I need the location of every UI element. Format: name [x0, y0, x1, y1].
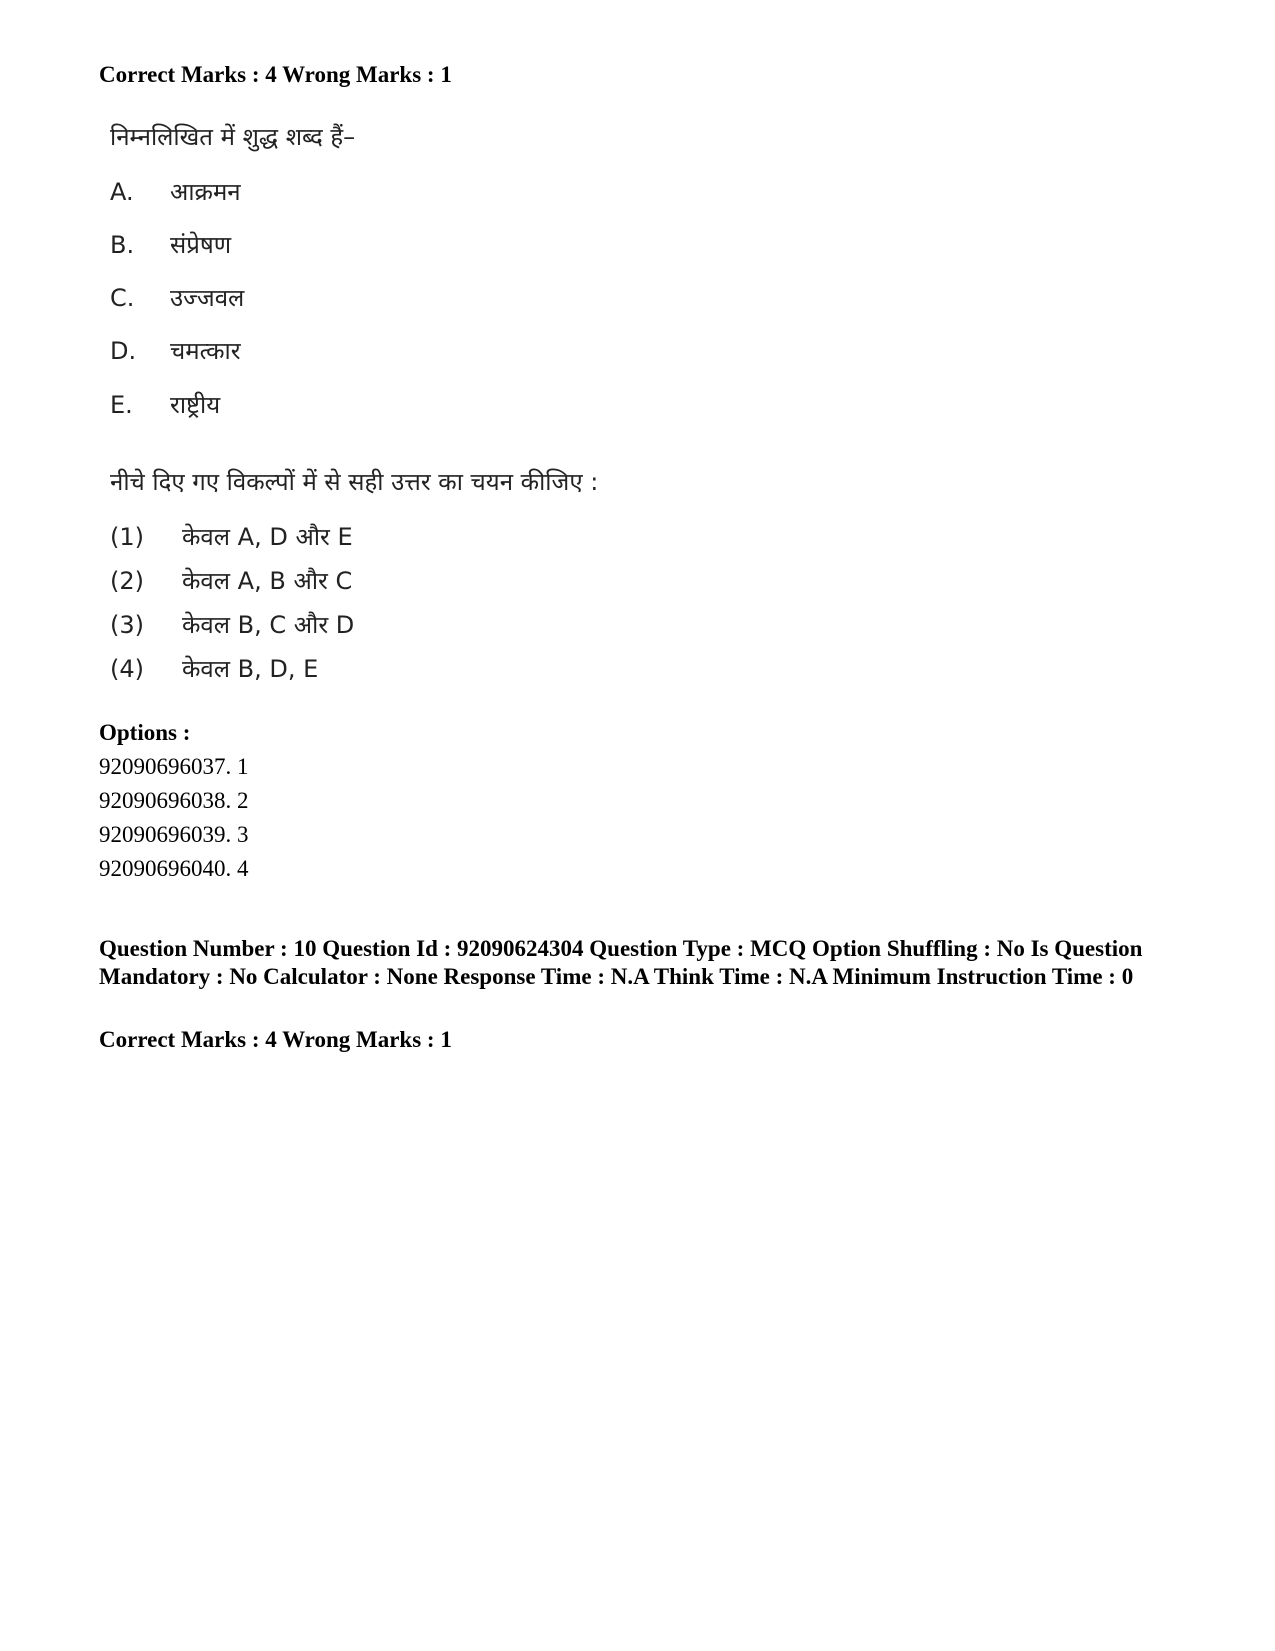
choice-number: (1) [110, 523, 144, 551]
list-item [110, 388, 220, 421]
list-item [110, 281, 244, 314]
option-id-2: 92090696038. 2 [99, 788, 249, 813]
list-item [110, 175, 241, 208]
next-question-meta: Question Number : 10 Question Id : 92090624304 Question Type : MCQ Option Shuffling : No Is Question Mandatory : No Calculator : None Response Time : N.A Think Time : N.A Minimum Instruction Time : 0 [99, 936, 1143, 989]
choice-number: (2) [110, 567, 144, 595]
question-instruction: नीचे दिए गए विकल्पों में से सही उत्तर का चयन कीजिए : [110, 468, 599, 496]
choice-text: केवल B, C और D [182, 611, 355, 639]
item-letter: C. [110, 284, 135, 312]
list-item [110, 520, 353, 553]
option-id-1: 92090696037. 1 [99, 754, 249, 779]
item-letter: D. [110, 337, 137, 365]
item-letter: E. [110, 391, 133, 419]
option-id-4: 92090696040. 4 [99, 856, 249, 881]
list-item [110, 652, 318, 685]
question-stem: निम्नलिखित में शुद्ध शब्द हैं– [110, 123, 356, 151]
option-id-3: 92090696039. 3 [99, 822, 249, 847]
choice-number: (3) [110, 611, 144, 639]
item-word: उज्जवल [170, 284, 245, 312]
correct-wrong-marks-header: Correct Marks : 4 Wrong Marks : 1 [99, 62, 452, 87]
next-question-marks: Correct Marks : 4 Wrong Marks : 1 [99, 1027, 452, 1052]
list-item [110, 228, 231, 261]
item-word: चमत्कार [170, 337, 241, 365]
item-word: राष्ट्रीय [170, 391, 221, 419]
options-heading: Options : [99, 720, 191, 745]
item-letter: B. [110, 231, 135, 259]
choice-text: केवल A, B और C [182, 567, 353, 595]
choice-text: केवल A, D और E [182, 523, 353, 551]
list-item [110, 608, 354, 641]
choice-text: केवल B, D, E [182, 655, 319, 683]
item-word: आक्रमन [170, 178, 241, 206]
list-item [110, 564, 352, 597]
item-letter: A. [110, 178, 134, 206]
choice-number: (4) [110, 655, 144, 683]
list-item [110, 334, 241, 367]
item-word: संप्रेषण [170, 231, 232, 259]
